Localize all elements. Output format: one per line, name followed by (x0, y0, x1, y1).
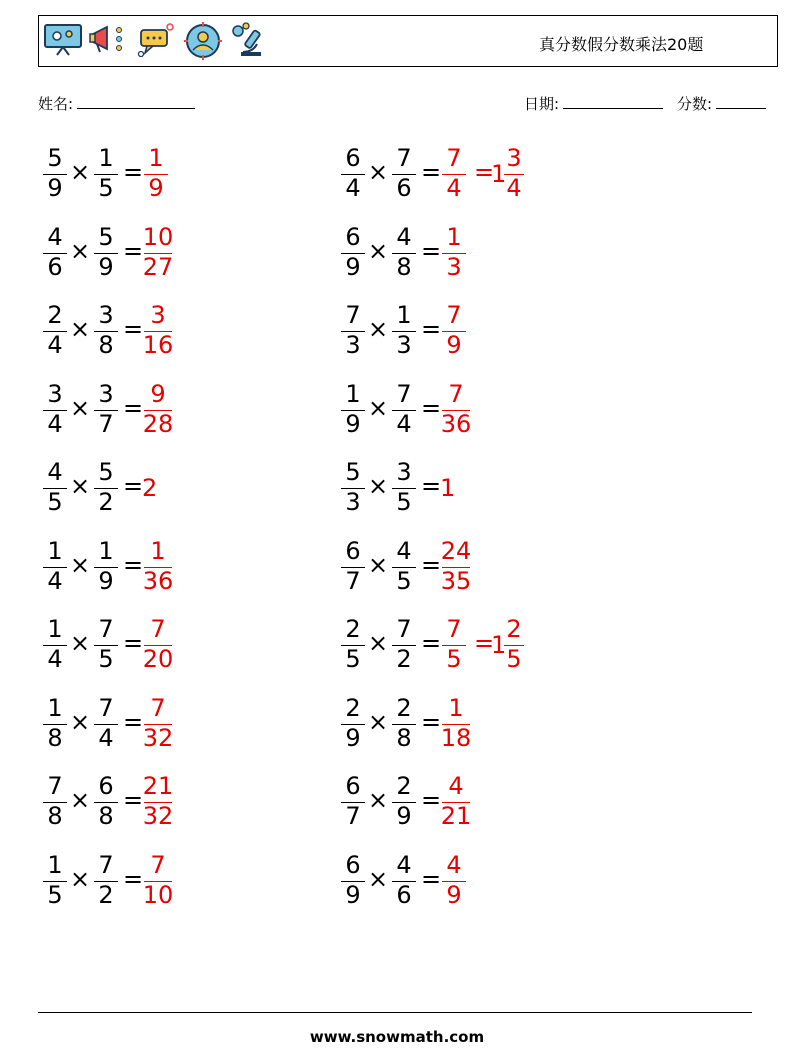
equals-sign: = (421, 472, 442, 500)
second-fraction-denominator: 9 (98, 567, 114, 595)
first-fraction-denominator: 8 (47, 802, 63, 830)
answer-denominator: 36 (440, 410, 472, 438)
header-box (38, 15, 778, 67)
first-fraction-numerator: 2 (345, 694, 361, 722)
first-fraction-numerator: 6 (345, 144, 361, 172)
first-fraction-denominator: 4 (47, 410, 63, 438)
problem-item (40, 302, 300, 362)
answer-denominator: 36 (142, 567, 174, 595)
problem-item (40, 773, 300, 833)
answer-numerator: 7 (446, 144, 462, 172)
second-fraction-numerator: 5 (98, 458, 114, 486)
second-fraction-denominator: 8 (396, 253, 412, 281)
score-blank[interactable] (716, 94, 766, 109)
times-sign: × (70, 865, 91, 893)
first-fraction-denominator: 4 (47, 645, 63, 673)
second-fraction-denominator: 2 (396, 645, 412, 673)
times-sign: × (368, 865, 389, 893)
second-fraction-numerator: 7 (396, 615, 412, 643)
answer-numerator: 1 (148, 144, 164, 172)
second-fraction-numerator: 7 (396, 144, 412, 172)
mixed-denominator: 5 (506, 645, 522, 673)
first-fraction-numerator: 4 (47, 223, 63, 251)
times-sign: × (368, 551, 389, 579)
first-fraction-denominator: 5 (47, 488, 63, 516)
first-fraction-denominator: 3 (345, 331, 361, 359)
date-field (524, 93, 663, 114)
times-sign: × (368, 786, 389, 814)
first-fraction-numerator: 1 (345, 380, 361, 408)
answer-numerator: 1 (446, 223, 462, 251)
second-fraction-denominator: 7 (98, 410, 114, 438)
answer-numerator: 7 (448, 380, 464, 408)
answer-denominator: 9 (148, 174, 164, 202)
presentation-board-icon (43, 22, 83, 56)
problem-item (338, 381, 598, 441)
problem-item (338, 773, 598, 833)
problem-item (40, 538, 300, 598)
second-fraction-denominator: 8 (396, 724, 412, 752)
answer-denominator: 35 (440, 567, 472, 595)
equals-sign: = (421, 394, 442, 422)
second-fraction-denominator: 8 (98, 802, 114, 830)
first-fraction-denominator: 6 (47, 253, 63, 281)
first-fraction-numerator: 6 (345, 223, 361, 251)
times-sign: × (70, 551, 91, 579)
first-fraction-numerator: 1 (47, 537, 63, 565)
answer-denominator: 32 (142, 802, 174, 830)
times-sign: × (70, 472, 91, 500)
first-fraction-denominator: 5 (345, 645, 361, 673)
answer-numerator: 24 (440, 537, 472, 565)
first-fraction-denominator: 4 (47, 567, 63, 595)
first-fraction-denominator: 9 (345, 253, 361, 281)
answer-denominator: 9 (446, 881, 462, 909)
worksheet-title: 真分数假分数乘法20题 (539, 35, 704, 54)
first-fraction-denominator: 4 (345, 174, 361, 202)
times-sign: × (368, 394, 389, 422)
second-fraction-denominator: 5 (396, 488, 412, 516)
times-sign: × (70, 629, 91, 657)
second-fraction-numerator: 4 (396, 851, 412, 879)
times-sign: × (368, 472, 389, 500)
answer-denominator: 21 (440, 802, 472, 830)
second-fraction-denominator: 5 (396, 567, 412, 595)
problem-item (40, 381, 300, 441)
second-fraction-numerator: 5 (98, 223, 114, 251)
problem-item (338, 302, 598, 362)
times-sign: × (70, 708, 91, 736)
mixed-denominator: 4 (506, 174, 522, 202)
second-fraction-numerator: 1 (98, 537, 114, 565)
date-blank[interactable] (563, 94, 663, 109)
equals-sign: = (421, 865, 442, 893)
first-fraction-denominator: 9 (345, 410, 361, 438)
problem-item (338, 459, 598, 519)
first-fraction-numerator: 7 (345, 301, 361, 329)
second-fraction-numerator: 4 (396, 223, 412, 251)
problem-item (338, 145, 598, 205)
first-fraction-denominator: 3 (345, 488, 361, 516)
second-fraction-numerator: 7 (98, 851, 114, 879)
equals-sign: = (123, 472, 144, 500)
answer-numerator: 10 (142, 223, 174, 251)
first-fraction-numerator: 6 (345, 537, 361, 565)
first-fraction-denominator: 7 (345, 567, 361, 595)
times-sign: × (368, 237, 389, 265)
second-fraction-numerator: 6 (98, 772, 114, 800)
equals-sign: = (123, 629, 144, 657)
second-fraction-denominator: 9 (396, 802, 412, 830)
equals-sign: = (123, 708, 144, 736)
second-fraction-numerator: 7 (98, 694, 114, 722)
second-fraction-denominator: 2 (98, 488, 114, 516)
answer-denominator: 5 (446, 645, 462, 673)
answer-denominator: 20 (142, 645, 174, 673)
answer-numerator: 7 (150, 615, 166, 643)
equals-sign: = (123, 786, 144, 814)
mixed-equals-sign: = (474, 158, 495, 186)
mixed-whole: 1 (491, 631, 507, 659)
equals-sign: = (421, 551, 442, 579)
times-sign: × (368, 629, 389, 657)
second-fraction-denominator: 5 (98, 174, 114, 202)
first-fraction-numerator: 3 (47, 380, 63, 408)
first-fraction-numerator: 4 (47, 458, 63, 486)
megaphone-network-icon (89, 22, 129, 56)
first-fraction-denominator: 7 (345, 802, 361, 830)
answer-whole: 1 (440, 474, 456, 502)
answer-denominator: 32 (142, 724, 174, 752)
answer-numerator: 4 (446, 851, 462, 879)
first-fraction-numerator: 7 (47, 772, 63, 800)
second-fraction-denominator: 4 (396, 410, 412, 438)
equals-sign: = (421, 237, 442, 265)
first-fraction-denominator: 9 (47, 174, 63, 202)
problem-item (40, 224, 300, 284)
answer-whole: 2 (142, 474, 158, 502)
equals-sign: = (123, 158, 144, 186)
answer-numerator: 21 (142, 772, 174, 800)
date-label: 日期: (524, 95, 560, 113)
equals-sign: = (421, 315, 442, 343)
answer-numerator: 7 (150, 694, 166, 722)
name-label: 姓名: (38, 95, 74, 113)
second-fraction-denominator: 6 (396, 174, 412, 202)
second-fraction-denominator: 4 (98, 724, 114, 752)
answer-numerator: 7 (446, 615, 462, 643)
first-fraction-numerator: 5 (345, 458, 361, 486)
problem-item (338, 852, 598, 912)
times-sign: × (70, 394, 91, 422)
second-fraction-numerator: 3 (98, 380, 114, 408)
answer-numerator: 3 (150, 301, 166, 329)
first-fraction-denominator: 8 (47, 724, 63, 752)
footer-url: www.snowmath.com (309, 1028, 485, 1046)
problem-item (40, 695, 300, 755)
problem-item (40, 616, 300, 676)
first-fraction-numerator: 2 (47, 301, 63, 329)
answer-numerator: 4 (448, 772, 464, 800)
second-fraction-numerator: 3 (98, 301, 114, 329)
answer-numerator: 9 (150, 380, 166, 408)
problem-item (40, 852, 300, 912)
first-fraction-numerator: 2 (345, 615, 361, 643)
answer-numerator: 7 (150, 851, 166, 879)
user-target-icon (183, 22, 223, 60)
second-fraction-numerator: 1 (396, 301, 412, 329)
equals-sign: = (123, 394, 144, 422)
second-fraction-numerator: 1 (98, 144, 114, 172)
equals-sign: = (421, 786, 442, 814)
answer-denominator: 9 (446, 331, 462, 359)
problem-item (338, 616, 598, 676)
first-fraction-denominator: 9 (345, 881, 361, 909)
second-fraction-numerator: 2 (396, 772, 412, 800)
mixed-numerator: 2 (506, 615, 522, 643)
first-fraction-numerator: 1 (47, 694, 63, 722)
answer-denominator: 3 (446, 253, 462, 281)
second-fraction-numerator: 3 (396, 458, 412, 486)
times-sign: × (368, 315, 389, 343)
equals-sign: = (123, 865, 144, 893)
mixed-equals-sign: = (474, 629, 495, 657)
problem-item (40, 145, 300, 205)
times-sign: × (368, 708, 389, 736)
times-sign: × (368, 158, 389, 186)
second-fraction-denominator: 6 (396, 881, 412, 909)
chat-bubbles-icon (137, 22, 177, 58)
second-fraction-numerator: 7 (396, 380, 412, 408)
answer-denominator: 10 (142, 881, 174, 909)
name-blank[interactable] (77, 94, 195, 109)
name-field (38, 93, 195, 114)
answer-denominator: 4 (446, 174, 462, 202)
first-fraction-numerator: 6 (345, 851, 361, 879)
second-fraction-denominator: 5 (98, 645, 114, 673)
first-fraction-numerator: 5 (47, 144, 63, 172)
first-fraction-denominator: 5 (47, 881, 63, 909)
problem-item (338, 695, 598, 755)
first-fraction-numerator: 6 (345, 772, 361, 800)
score-label: 分数: (677, 95, 713, 113)
times-sign: × (70, 315, 91, 343)
second-fraction-denominator: 8 (98, 331, 114, 359)
answer-denominator: 27 (142, 253, 174, 281)
problem-item (338, 224, 598, 284)
second-fraction-numerator: 7 (98, 615, 114, 643)
second-fraction-numerator: 4 (396, 537, 412, 565)
mixed-whole: 1 (491, 160, 507, 188)
first-fraction-denominator: 9 (345, 724, 361, 752)
equals-sign: = (123, 551, 144, 579)
times-sign: × (70, 786, 91, 814)
problem-item (338, 538, 598, 598)
times-sign: × (70, 237, 91, 265)
equals-sign: = (421, 629, 442, 657)
score-field (677, 93, 766, 114)
mixed-numerator: 3 (506, 144, 522, 172)
first-fraction-numerator: 1 (47, 615, 63, 643)
second-fraction-numerator: 2 (396, 694, 412, 722)
equals-sign: = (123, 315, 144, 343)
equals-sign: = (123, 237, 144, 265)
answer-numerator: 1 (448, 694, 464, 722)
second-fraction-denominator: 3 (396, 331, 412, 359)
problem-item (40, 459, 300, 519)
answer-numerator: 1 (150, 537, 166, 565)
times-sign: × (70, 158, 91, 186)
equals-sign: = (421, 158, 442, 186)
answer-numerator: 7 (446, 301, 462, 329)
answer-denominator: 18 (440, 724, 472, 752)
footer-divider (38, 1012, 752, 1013)
microscope-gears-icon (229, 22, 269, 58)
first-fraction-denominator: 4 (47, 331, 63, 359)
answer-denominator: 28 (142, 410, 174, 438)
first-fraction-numerator: 1 (47, 851, 63, 879)
answer-denominator: 16 (142, 331, 174, 359)
second-fraction-denominator: 2 (98, 881, 114, 909)
second-fraction-denominator: 9 (98, 253, 114, 281)
equals-sign: = (421, 708, 442, 736)
